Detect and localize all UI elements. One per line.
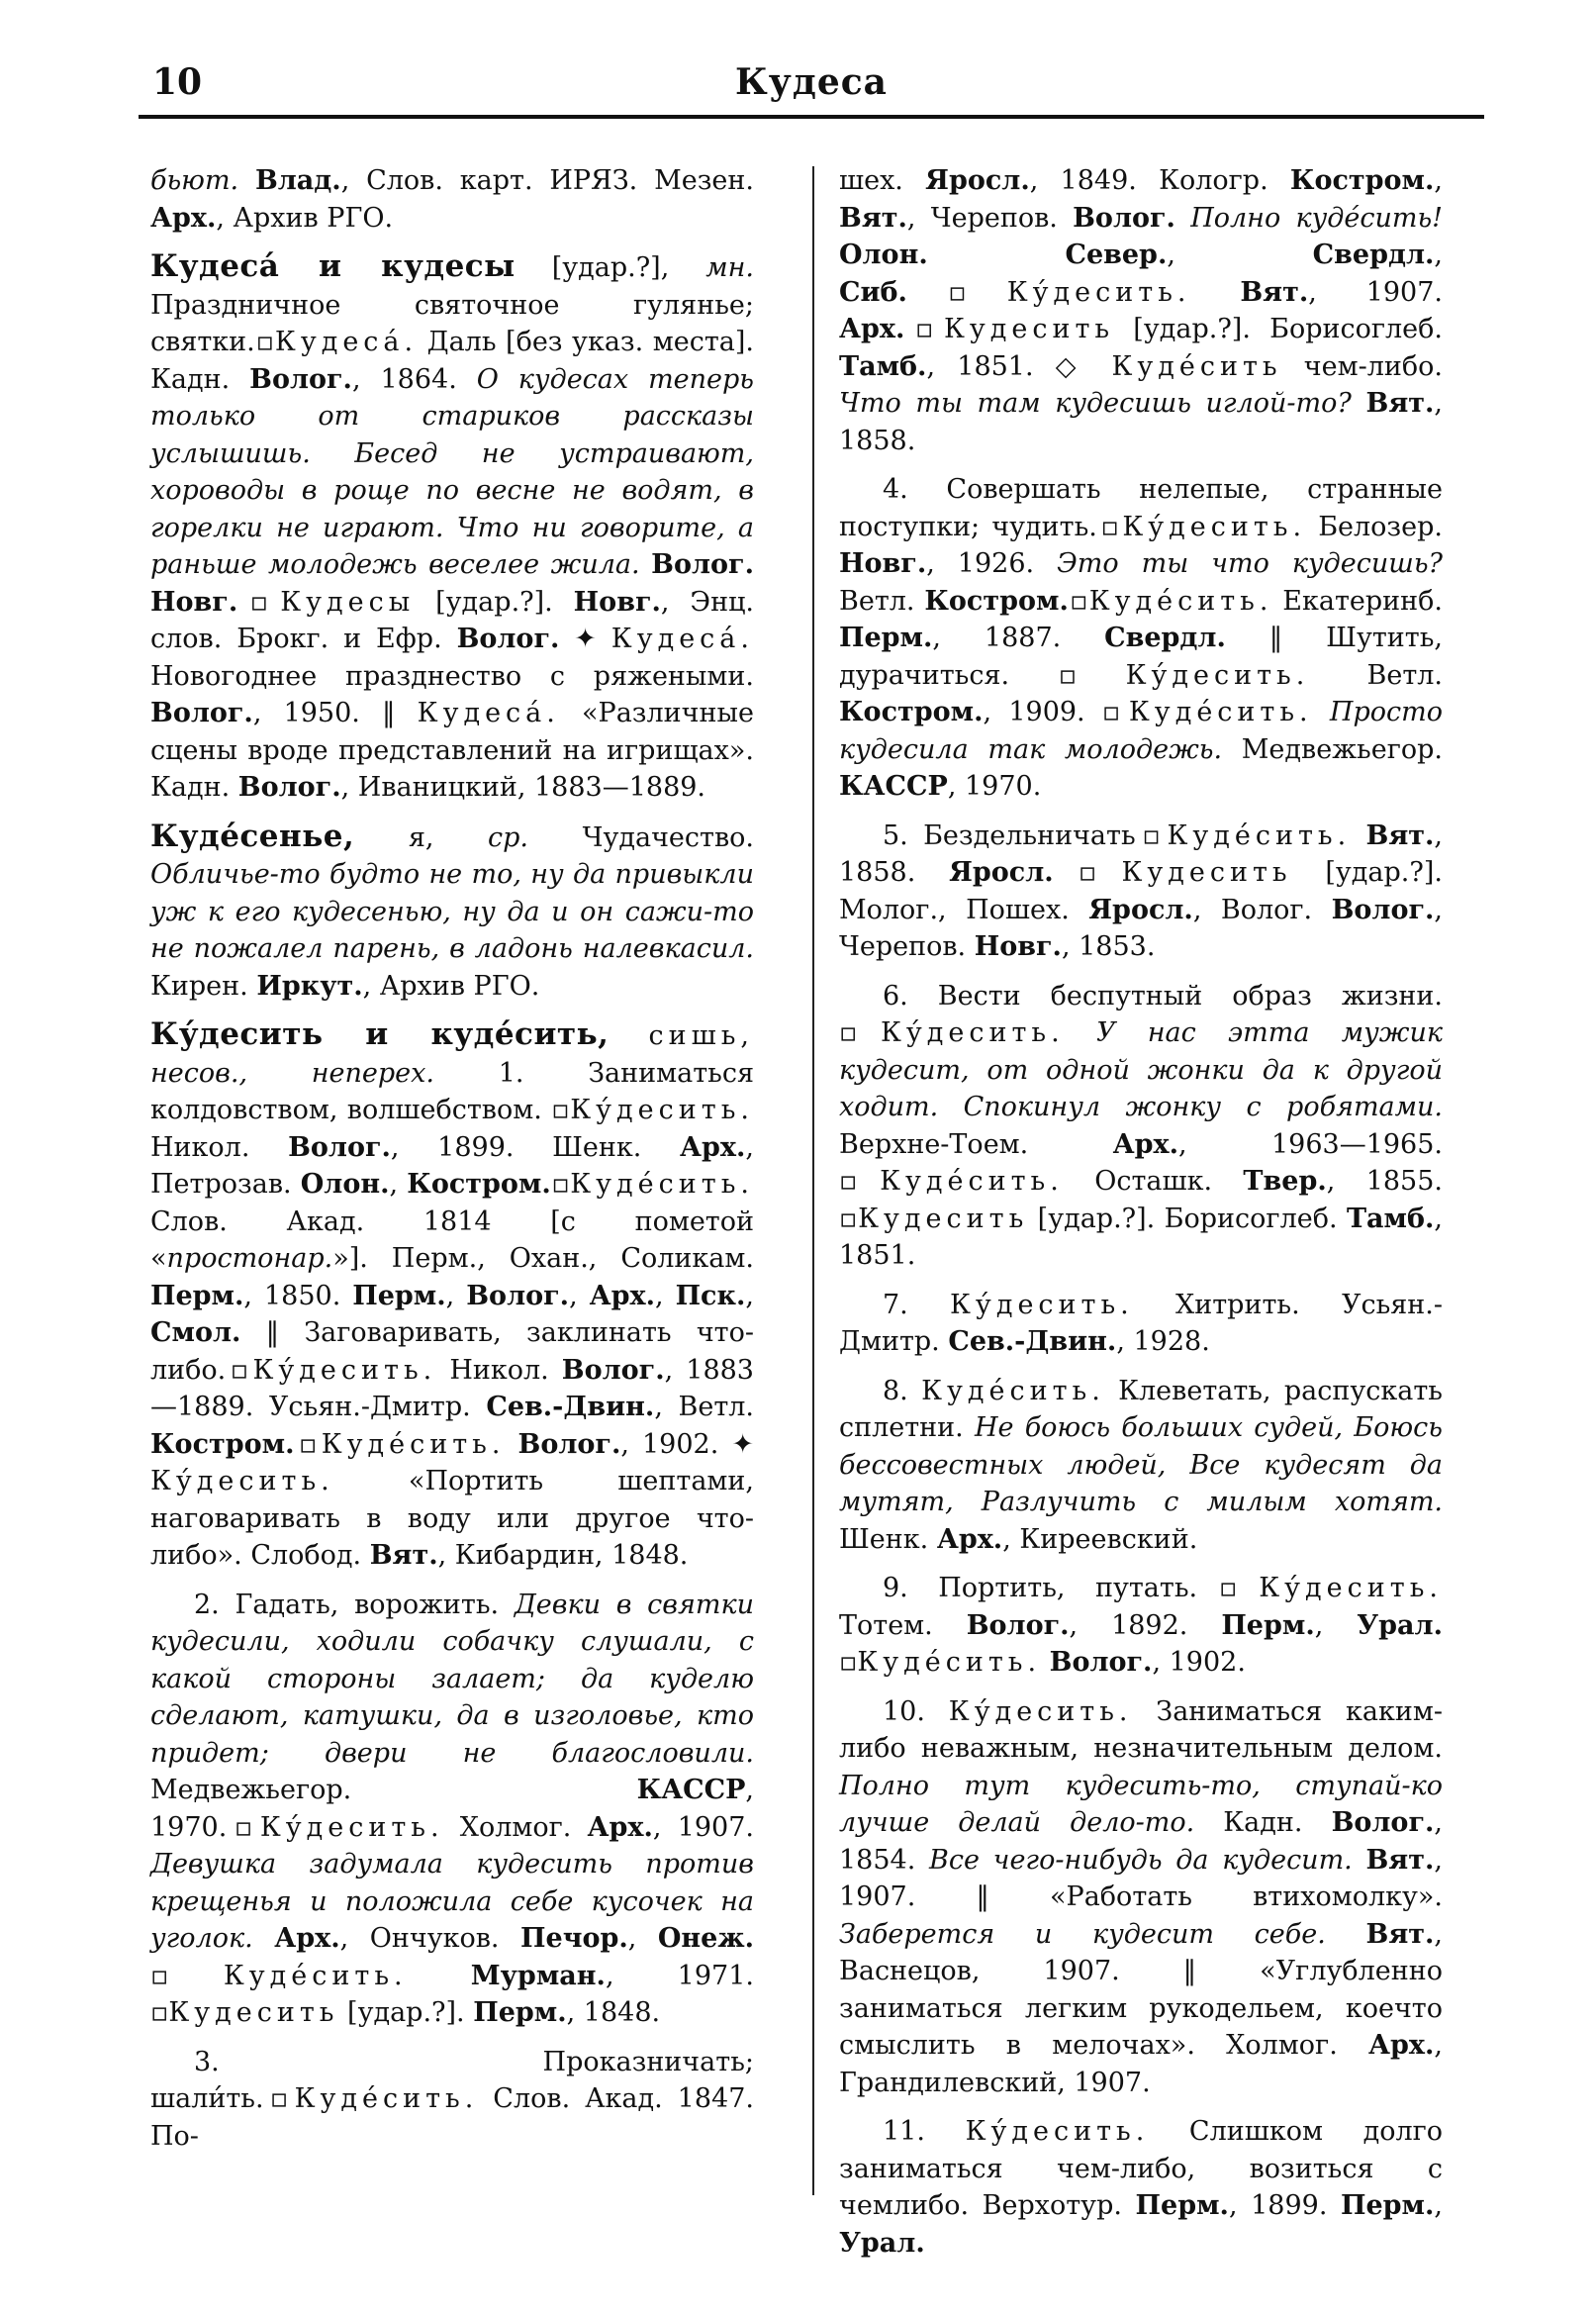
text-run: Кадн. xyxy=(1194,1807,1332,1838)
region-abbrev: Вят. xyxy=(1240,276,1309,308)
text-run xyxy=(609,1020,648,1051)
text-run: 4. Совершать нелепые, странные поступки; чудить.▫ xyxy=(839,474,1443,542)
region-abbrev: Свердл. xyxy=(1104,623,1226,653)
text-run: , 1851. xyxy=(839,1203,1443,1271)
text-run: , 1970. xyxy=(947,771,1042,802)
text-run: 7. xyxy=(883,1289,951,1320)
region-abbrev: Арх. xyxy=(839,314,905,344)
region-abbrev: Тамб. xyxy=(1346,1203,1435,1234)
region-abbrev: Сиб. xyxy=(839,276,907,308)
example-italic: Обличье-то будто не то, ну да привыкли уж к его кудесенью, ну да и он сажи-то не пожалел парень, в ладонь налевкасил. xyxy=(150,859,754,964)
example-italic: Не боюсь больших судей, Боюсь бессовестных людей, Все кудесят да мутят, Разлучить с милым хотят. xyxy=(839,1412,1443,1517)
region-abbrev: Перм. xyxy=(1221,1609,1315,1641)
region-abbrev: Арх. xyxy=(150,202,217,234)
region-abbrev: Волог. xyxy=(1049,1647,1153,1678)
spaced-form: Ку́десить. xyxy=(880,1017,1065,1048)
text-run: 1. Заниматься колдовством, волшебством. ▫ xyxy=(150,1057,754,1125)
text-run: [удар.?]. xyxy=(415,586,574,618)
example-italic: ср. xyxy=(488,821,529,853)
region-abbrev: Новг. xyxy=(573,586,661,618)
text-run: ▫ xyxy=(1068,585,1089,617)
region-abbrev: Арх. xyxy=(1112,1128,1179,1160)
region-abbrev: Тамб. xyxy=(839,350,927,382)
text-run: , 1907. ‖ «Работать втихомолку». xyxy=(839,1844,1443,1912)
region-abbrev: Смол. xyxy=(150,1317,241,1348)
region-abbrev: Вят. xyxy=(839,202,907,234)
text-run: , 1855. ▫ xyxy=(839,1166,1443,1234)
text-run: , 1970.▫ xyxy=(150,1775,754,1843)
text-run xyxy=(253,1923,275,1954)
text-run: ▫ xyxy=(1053,857,1122,888)
spaced-form: Ку́десить. xyxy=(1122,511,1307,542)
text-run: , 1887. xyxy=(932,623,1105,653)
entry-sense xyxy=(839,1693,1443,2102)
text-run: 8. xyxy=(883,1375,922,1406)
spaced-form: Куде́сить. xyxy=(880,1166,1064,1197)
text-run: Верхне-Тоем. xyxy=(839,1128,1113,1160)
example-italic: Девушка задумала кудесить против крещенья и положила себе кусочек на уголок. xyxy=(150,1849,754,1954)
spaced-form: Ку́десить. xyxy=(570,1095,754,1125)
text-run: , 1963—1965. ▫ xyxy=(839,1128,1443,1197)
example-italic: Заберется и кудесит себе. xyxy=(839,1918,1326,1950)
spaced-form: Ку́десить. xyxy=(965,2116,1150,2147)
spaced-form: Куде́сить. xyxy=(1128,697,1313,727)
text-run: ‖ Шутить, дурачиться.▫ xyxy=(839,623,1444,691)
region-abbrev: Волог. xyxy=(456,624,560,654)
text-run: , Волог. xyxy=(1192,894,1332,925)
text-run: Ветл. xyxy=(839,585,925,617)
text-run: ▫ xyxy=(904,314,944,344)
text-run: , xyxy=(445,1280,467,1311)
text-run xyxy=(1352,388,1366,419)
example-italic: Что ты там кудесишь иглой-то? xyxy=(839,388,1352,419)
text-run: , Черепов. xyxy=(839,894,1443,962)
region-abbrev: Олон. xyxy=(300,1169,390,1200)
text-run: , 1864. xyxy=(351,363,477,395)
region-abbrev: Волог. xyxy=(651,549,754,580)
region-abbrev: Перм. xyxy=(839,623,933,653)
region-abbrev: Мурман. xyxy=(470,1960,606,1991)
running-head: Кудеса xyxy=(735,61,888,103)
text-run: , 1858. xyxy=(839,388,1443,456)
text-run: Осташк. xyxy=(1063,1166,1244,1197)
example-italic: У нас этта мужик кудесит, от одной жонки да к другой ходит. Спокинул жонку с робятами. xyxy=(839,1017,1443,1122)
text-run: Медвежьегор. xyxy=(150,1775,637,1805)
region-abbrev: Вят. xyxy=(1365,1918,1435,1950)
left-column xyxy=(150,162,754,2167)
text-run: , xyxy=(1167,240,1313,270)
region-abbrev: Волог. xyxy=(1331,1807,1435,1838)
spaced-form: Куде́сить. xyxy=(321,1428,506,1460)
text-run: 6. Вести беспутный образ жизни. ▫ xyxy=(839,980,1443,1048)
text-run xyxy=(1326,1919,1366,1950)
text-run: ▫ xyxy=(550,1169,571,1200)
text-run: Белозер. xyxy=(1306,511,1443,542)
region-abbrev: Новг. xyxy=(974,931,1062,962)
region-abbrev: Арх. xyxy=(680,1131,746,1163)
text-run xyxy=(505,1429,517,1460)
text-run xyxy=(1313,697,1330,727)
text-run: , 1926. xyxy=(926,548,1058,579)
text-run: [удар.?], xyxy=(515,252,706,283)
text-run: , xyxy=(745,1280,754,1311)
text-run: , 1899. Шенк. xyxy=(390,1131,681,1163)
text-run: Слишком долго заниматься чем-либо, возиться с чемлибо. Верхотур. xyxy=(839,2116,1443,2221)
text-run: , 1854. xyxy=(839,1807,1443,1876)
region-abbrev: Перм. xyxy=(1340,2190,1435,2221)
region-abbrev: Арх. xyxy=(274,1923,340,1954)
text-run: «Различные сцены вроде представлений на игрищах». Кадн. xyxy=(150,698,754,803)
example-italic: Все чего-нибудь да кудесит. xyxy=(929,1844,1353,1876)
region-abbrev: Новг. xyxy=(150,586,238,618)
text-run: , Васнецов, 1907. ‖ «Углубленно заниматься легким рукодельем, коечто смыслить в мелочах». Холмог. xyxy=(839,1918,1443,2061)
example-italic: О кудесах теперь только от стариков рассказы услышишь. Бесед не устраивают, хороводы в роще по весне не водят, в горелки не играют. Что ни говорите, а раньше молодежь веселее жила. xyxy=(150,363,755,580)
text-run: чем-либо. xyxy=(1281,350,1444,382)
region-abbrev: Вят. xyxy=(369,1540,438,1571)
region-abbrev: Волог. xyxy=(288,1131,391,1163)
text-run: , Грандилевский, 1907. xyxy=(839,2030,1443,2098)
region-abbrev: Волог. xyxy=(966,1609,1070,1641)
text-run: , Петрозав. xyxy=(150,1131,754,1200)
text-run: 11. xyxy=(883,2116,966,2147)
text-run: [удар.?]. Молог., Пошех. xyxy=(839,857,1443,925)
spaced-form: Ку́десить. xyxy=(150,1466,334,1496)
text-run: я, xyxy=(354,821,489,853)
spaced-form: Куде́сить. xyxy=(294,2083,479,2114)
text-run: »]. Перм., Охан., Соликам. xyxy=(332,1243,754,1274)
text-run: 5. Бездельничать▫ xyxy=(883,820,1168,851)
region-abbrev: Перм. xyxy=(150,1280,244,1311)
region-abbrev: Перм. xyxy=(352,1280,446,1311)
text-run: , Ветл. xyxy=(654,1392,755,1422)
example-italic: несов., неперех. xyxy=(150,1057,434,1089)
region-abbrev: КАССР xyxy=(839,771,948,802)
region-abbrev: Пск. xyxy=(675,1280,746,1311)
entry-sense xyxy=(839,471,1443,806)
region-abbrev: Яросл. xyxy=(925,165,1030,196)
text-run: , Иваницкий, 1883—1889. xyxy=(340,772,706,803)
region-abbrev: КАССР xyxy=(636,1775,746,1805)
text-run: , 1907. xyxy=(1308,276,1443,308)
text-run xyxy=(1353,1845,1366,1876)
example-italic: Полно куде́сить! xyxy=(1190,202,1443,234)
text-run: 3. Проказничать; шали́ть.▫ xyxy=(150,2046,754,2114)
spaced-form: Куде́сить. xyxy=(921,1375,1105,1406)
text-run: Медвежьегор. xyxy=(1222,733,1443,765)
spaced-form: сишь, xyxy=(648,1020,754,1051)
text-run: Ветл. xyxy=(1309,659,1443,691)
text-run: , Архив РГО. xyxy=(216,202,394,234)
text-run: , Энц. слов. Брокг. и Ефр. xyxy=(150,586,755,654)
region-abbrev: Костром. xyxy=(1289,165,1435,196)
text-run: Чудачество. xyxy=(528,821,754,853)
right-column xyxy=(839,162,1443,2273)
spaced-form: Куде́сить. xyxy=(1088,585,1273,617)
entry-sense xyxy=(839,818,1443,966)
text-run: Никол. xyxy=(436,1354,562,1386)
text-run: Даль [без указ. места]. Кадн. xyxy=(150,327,754,395)
spaced-form: Кудесить xyxy=(858,1203,1029,1234)
dictionary-entry xyxy=(150,248,754,807)
text-run: , 1902. xyxy=(1152,1647,1246,1678)
headword: Кудеса́ и кудесы xyxy=(150,248,516,284)
region-abbrev: Волог. xyxy=(237,772,341,803)
region-abbrev: Вят. xyxy=(1365,820,1435,851)
dictionary-entry xyxy=(150,1016,754,1575)
text-run: , xyxy=(627,1923,658,1954)
text-run: ▫ xyxy=(906,276,1007,308)
text-run: Кирен. xyxy=(150,970,257,1002)
text-run xyxy=(1191,277,1241,308)
text-run: , Слов. карт. ИРЯЗ. Мезен. xyxy=(340,165,754,196)
dictionary-entry xyxy=(150,819,754,1006)
spaced-form: Кудесить xyxy=(943,314,1115,344)
region-abbrev: Арх. xyxy=(587,1811,653,1843)
text-run: Праздничное святочное гулянье; святки.▫ xyxy=(150,289,754,357)
example-italic: мн. xyxy=(705,252,754,283)
region-abbrev: Костром. xyxy=(150,1428,295,1460)
text-run: , 1909. ▫ xyxy=(983,697,1129,727)
text-run: «Портить шептами, наговаривать в воду или другое что-либо». Слобод. xyxy=(150,1466,754,1571)
text-run: , 1902. ✦ xyxy=(620,1428,754,1460)
region-abbrev: Вят. xyxy=(1365,388,1435,419)
text-run: [удар.?]. xyxy=(338,1997,474,2028)
region-abbrev: Волог. xyxy=(517,1428,621,1460)
region-abbrev: Арх. xyxy=(589,1280,655,1311)
continued-text xyxy=(150,162,754,237)
region-abbrev: Сев.-Двин. xyxy=(486,1392,655,1422)
text-run: 2. Гадать, ворожить. xyxy=(194,1589,515,1620)
text-run xyxy=(1041,1647,1050,1678)
text-run: , Черепов. xyxy=(906,202,1074,234)
region-abbrev: Волог. xyxy=(466,1280,570,1311)
entry-sense xyxy=(839,1570,1443,1682)
region-abbrev: Новг. xyxy=(839,548,927,579)
spaced-form: Ку́десить. xyxy=(948,1695,1133,1727)
entry-sense xyxy=(839,1287,1443,1361)
text-run: Никол. xyxy=(150,1131,289,1163)
text-run xyxy=(238,165,255,196)
region-abbrev: Волог. xyxy=(1073,202,1175,234)
entry-sense xyxy=(839,2113,1443,2262)
text-run: , 1928. xyxy=(1116,1326,1210,1357)
page-header xyxy=(139,53,1484,119)
spaced-form: Ку́десить. xyxy=(259,1811,444,1843)
text-run: Клеветать, распускать сплетни. xyxy=(839,1375,1443,1443)
spaced-form: Куде́сить. xyxy=(1167,820,1352,851)
region-abbrev: Арх. xyxy=(1368,2030,1435,2061)
spaced-form: Кудесы xyxy=(280,586,416,618)
spaced-form: Кудесить xyxy=(168,1997,339,2028)
region-abbrev: Костром. xyxy=(924,585,1069,617)
text-run: , 1849. Кологр. xyxy=(1029,165,1290,196)
text-run: Шенк. xyxy=(839,1523,937,1555)
text-run: , xyxy=(1434,2190,1443,2221)
text-run: [удар.?]. Борисоглеб. xyxy=(1114,314,1443,344)
text-run: , 1971. ▫ xyxy=(150,1960,754,2028)
text-run xyxy=(1065,1017,1096,1048)
text-run: , 1853. xyxy=(1061,931,1156,962)
text-run: [удар.?]. Борисоглеб. xyxy=(1028,1203,1347,1234)
text-run: , xyxy=(1434,165,1443,196)
region-abbrev: Перм. xyxy=(1135,2190,1229,2221)
region-abbrev: Урал. xyxy=(839,2227,925,2259)
region-abbrev: Волог. xyxy=(561,1354,665,1386)
text-run: , xyxy=(655,1280,676,1311)
spaced-form: Кудеса́. xyxy=(610,624,754,654)
text-run: Слов. Акад. 1847. По- xyxy=(150,2083,754,2152)
region-abbrev: Олон. xyxy=(839,240,928,270)
spaced-form: Куде́сить. xyxy=(223,1960,408,1991)
spaced-form: Ку́десить. xyxy=(1259,1573,1443,1603)
region-abbrev: Волог. xyxy=(249,363,352,395)
region-abbrev: Сев.-Двин. xyxy=(948,1326,1117,1357)
region-abbrev: Свердл. xyxy=(1312,240,1435,270)
entry-sense xyxy=(150,1587,754,2032)
text-run: ▫ xyxy=(839,1647,858,1678)
page-number: 10 xyxy=(152,61,203,103)
example-italic: простонар. xyxy=(166,1243,333,1274)
text-run: , xyxy=(1434,240,1443,270)
region-abbrev: Влад. xyxy=(254,165,341,196)
region-abbrev: Костром. xyxy=(407,1169,551,1200)
headword: Куде́сенье, xyxy=(150,818,355,854)
text-run: , 1892. xyxy=(1069,1609,1222,1641)
text-run xyxy=(408,1961,471,1991)
text-run xyxy=(1175,203,1190,234)
text-run: , xyxy=(389,1169,408,1200)
spaced-form: Куде́сить. xyxy=(570,1169,754,1200)
text-run: Тотем. xyxy=(839,1609,967,1641)
text-run: , Ончуков. xyxy=(339,1923,521,1954)
region-abbrev: Иркут. xyxy=(256,970,363,1002)
text-run: , 1850. xyxy=(243,1280,353,1311)
region-abbrev: Печор. xyxy=(520,1923,628,1954)
example-italic: Девки в святки кудесили, ходили собачку слушали, с какой стороны залает; да куделю сделают, катушки, да в изголовье, кто придет; двери не благословили. xyxy=(150,1589,754,1769)
example-italic: Это ты что кудесишь? xyxy=(1057,548,1443,579)
text-run: , xyxy=(569,1280,590,1311)
region-abbrev: Костром. xyxy=(839,697,984,727)
region-abbrev: Твер. xyxy=(1243,1166,1327,1197)
text-run: ▫ xyxy=(150,1960,224,1991)
text-run xyxy=(1351,820,1365,851)
text-run: , 1950. ‖ xyxy=(252,698,418,728)
region-abbrev: Яросл. xyxy=(1088,894,1193,925)
headword: Ку́десить и куде́сить, xyxy=(150,1016,610,1052)
spaced-form: Кудеса́. xyxy=(274,327,419,357)
text-run: , xyxy=(1314,1609,1358,1641)
text-run xyxy=(928,240,1066,270)
text-run: Хитрить. Усьян.-Дмитр. xyxy=(839,1289,1444,1357)
text-run: Заниматься каким-либо неважным, незначительным делом. xyxy=(839,1695,1443,1764)
text-run xyxy=(640,549,652,580)
text-run: ‖ Заговаривать, заклинать что-либо.▫ xyxy=(150,1317,754,1386)
spaced-form: Кудеса́. xyxy=(417,698,560,728)
text-run: , 1907. xyxy=(652,1811,754,1843)
region-abbrev: Волог. xyxy=(150,698,253,728)
spaced-form: Ку́десить. xyxy=(1125,659,1310,691)
text-run: 9. Портить, путать.▫ xyxy=(883,1573,1260,1603)
region-abbrev: Перм. xyxy=(473,1997,567,2028)
spaced-form: Ку́десить. xyxy=(252,1354,437,1386)
example-italic: Полно тут кудесить-то, ступай-ко лучше делай дело-то. xyxy=(839,1770,1443,1838)
entry-sense xyxy=(839,978,1443,1275)
column-divider xyxy=(812,166,814,2195)
region-abbrev: Яросл. xyxy=(949,857,1054,888)
text-run: 10. xyxy=(883,1695,949,1727)
text-run: ✦ xyxy=(559,624,611,654)
region-abbrev: Вят. xyxy=(1365,1844,1435,1876)
region-abbrev: Онеж. xyxy=(657,1923,754,1954)
region-abbrev: Волог. xyxy=(1331,894,1435,925)
spaced-form: Куде́сить xyxy=(1111,350,1282,382)
text-run: , 1858. xyxy=(839,820,1443,888)
spaced-form: Ку́десить. xyxy=(1006,276,1191,308)
region-abbrev: Урал. xyxy=(1357,1609,1443,1641)
text-run: Слов. Акад. 1814 [с пометой « xyxy=(150,1205,754,1274)
text-run: ▫ xyxy=(237,586,281,618)
text-run: , Киреевский. xyxy=(1002,1523,1198,1555)
text-run: ▫ xyxy=(294,1428,322,1460)
entry-sense xyxy=(150,2044,754,2156)
text-run: , 1848. xyxy=(566,1997,661,2028)
text-run: , Архив РГО. xyxy=(362,970,540,1002)
spaced-form: Куде́сить. xyxy=(857,1647,1042,1678)
text-run: Холмог. xyxy=(443,1811,588,1843)
example-italic: Просто кудесила так молодежь. xyxy=(839,697,1443,765)
example-italic: бьют. xyxy=(150,165,239,196)
text-run: , 1851. ◇ xyxy=(926,350,1112,382)
text-run: , 1899. xyxy=(1228,2190,1341,2221)
entry-sense xyxy=(839,1373,1443,1559)
continued-text xyxy=(839,162,1443,459)
region-abbrev: Север. xyxy=(1065,240,1168,270)
text-run: Новогоднее празднество с ряжеными. xyxy=(150,660,754,692)
text-run: Екатеринб. xyxy=(1272,585,1444,617)
text-run: шех. xyxy=(839,165,926,196)
region-abbrev: Арх. xyxy=(936,1523,1003,1555)
spaced-form: Ку́десить. xyxy=(950,1289,1134,1320)
text-run: , 1883—1889. Усьян.-Дмитр. xyxy=(150,1354,754,1422)
text-run: , Кибардин, 1848. xyxy=(437,1540,689,1571)
spaced-form: Кудесить xyxy=(1121,857,1292,888)
